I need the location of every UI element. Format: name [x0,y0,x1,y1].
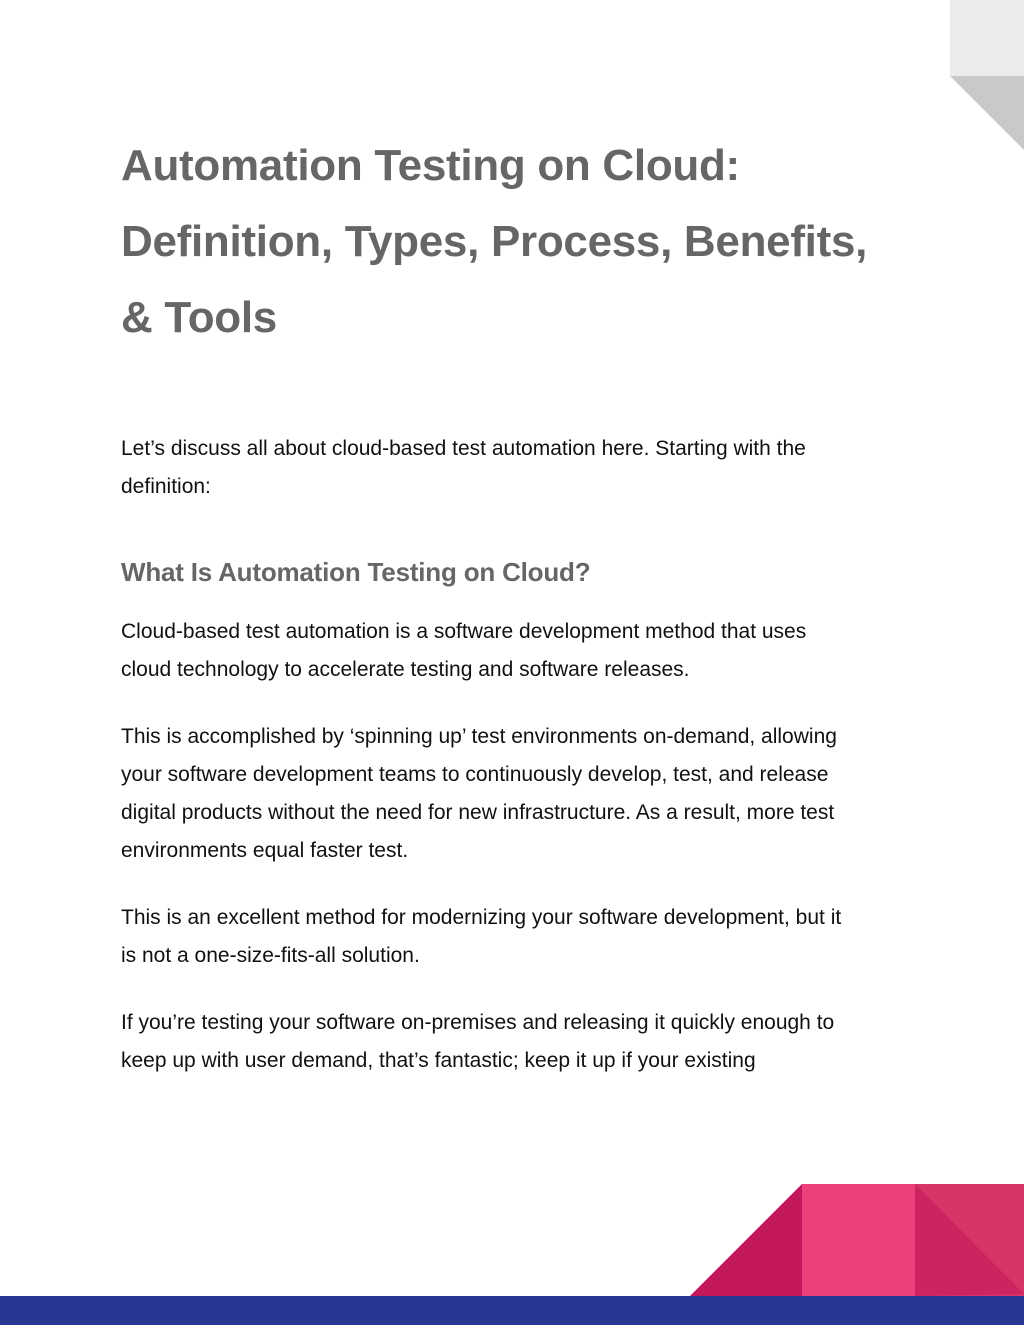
title-line: Automation Testing on Cloud: [121,141,740,190]
text-line: environments equal faster test. [121,839,409,862]
text-line: keep up with user demand, that’s fantastic; keep it up if your existing [121,1049,756,1072]
bottom-corner-decoration [690,1184,1024,1296]
text-line: Cloud-based test automation is a software development method that uses [121,620,807,643]
text-line: digital products without the need for new infrastructure. As a result, more test [121,801,835,824]
text-line: If you’re testing your software on-premises and releasing it quickly enough to [121,1011,835,1034]
document-title [121,128,911,356]
text-line: This is an excellent method for modernizing your software development, but it [121,906,842,929]
corner-shape-dark [950,76,1024,150]
text-line: your software development teams to continuously develop, test, and release [121,763,829,786]
pink-block [802,1184,915,1296]
text-line: Let’s discuss all about cloud-based test automation here. Starting with the [121,437,806,460]
section-heading: What Is Automation Testing on Cloud? [121,557,591,587]
title-line: Definition, Types, Process, Benefits, [121,217,868,266]
footer-bar [0,1296,1024,1325]
paragraph-environments [121,718,911,870]
text-line: cloud technology to accelerate testing and software releases. [121,658,690,681]
paragraph-definition [121,613,911,689]
text-line: This is accomplished by ‘spinning up’ test environments on-demand, allowing [121,725,837,748]
corner-square [950,0,1024,76]
crimson-triangle [690,1184,802,1296]
paragraph-on-premises [121,1004,911,1080]
text-line: is not a one-size-fits-all solution. [121,944,420,967]
intro-paragraph [121,430,911,506]
text-line: definition: [121,475,211,498]
document-body [121,128,911,1080]
title-line: & Tools [121,293,277,342]
paragraph-modernizing [121,899,911,975]
